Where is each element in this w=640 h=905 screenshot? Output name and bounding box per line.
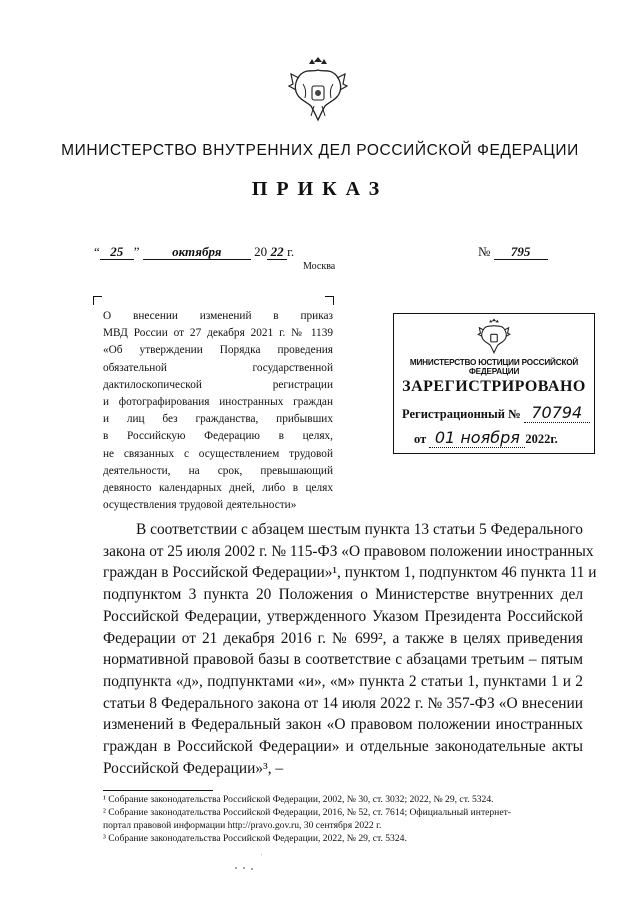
body-line: изменений в Федеральный закон «О правовом положении иностранных <box>103 716 583 734</box>
footnote: ³ Собрание законодательства Российской Федерации, 2022, № 29, ст. 5324. <box>103 833 407 844</box>
stamp-ministry: МИНИСТЕРСТВО ЮСТИЦИИ РОССИЙСКОЙ ФЕДЕРАЦИИ <box>409 358 579 376</box>
footnote: портал правовой информации http://pravo.gov.ru, 30 сентября 2022 г. <box>103 820 382 831</box>
subject-line: не связанных с осуществлением трудовой <box>103 447 333 460</box>
footnote: ² Собрание законодательства Российской Федерации, 2016, № 52, ст. 7614; Официальный интернет- <box>103 807 511 818</box>
date-close-quote: ” <box>133 244 140 259</box>
footnotes <box>103 793 588 845</box>
stamp-emblem-icon <box>477 318 511 356</box>
order-date <box>94 244 294 260</box>
number-label: № <box>478 244 491 259</box>
body-line: Российской Федерации, утвержденного Указом Президента Российской <box>103 607 583 625</box>
date-year-prefix: 20 <box>254 244 268 259</box>
registration-stamp <box>393 313 595 454</box>
body-line: статьи 8 Федерального закона от 14 июля 2022 г. № 357-ФЗ «О внесении <box>103 694 583 712</box>
footnote-divider <box>103 790 213 791</box>
body-line: подпункта «д», подпунктами «и», «м» пункта 2 статьи 1, пунктами 1 и 2 <box>103 672 583 690</box>
body-line: закона от 25 июля 2002 г. № 115-ФЗ «О правовом положении иностранных <box>103 542 594 560</box>
body-line: подпунктом 3 пункта 20 Положения о Министерстве внутренних дел <box>103 586 583 604</box>
reg-date-year: 2022г. <box>525 432 558 446</box>
reg-number-label: Регистрационный № <box>402 407 521 421</box>
subject-line: деятельности, на срок, превышающий <box>103 464 333 477</box>
preamble-text <box>103 519 597 779</box>
order-number <box>478 244 548 260</box>
reg-date-label: от <box>414 432 427 446</box>
subject-bracket-left <box>93 296 102 305</box>
body-line: граждан в Российской Федерации» и отдельные законодательные акты <box>103 738 583 756</box>
reg-number-value: 70794 <box>524 403 590 423</box>
body-line: Федерации от 21 декабря 2016 г. № 699², а также в целях приведения <box>103 629 583 647</box>
subject-line: девяносто календарных дней, либо в целях <box>103 482 333 495</box>
date-day: 25 <box>100 245 134 260</box>
date-year-suffix: г. <box>287 244 295 259</box>
stamp-status: ЗАРЕГИСТРИРОВАНО <box>402 378 586 395</box>
date-year: 22 <box>267 245 287 260</box>
subject-line: дактилоскопической регистрации <box>103 378 333 391</box>
body-line: нормативной правовой базы в соответствие с абзацами третьим – пятым <box>103 651 583 669</box>
reg-date-value: 01 ноября <box>429 428 525 448</box>
scan-marks <box>232 852 262 872</box>
stamp-registration-number <box>402 403 590 423</box>
body-line: В соответствии с абзацем шестым пункта 13 статьи 5 Федерального <box>136 521 583 538</box>
subject-line: МВД России от 27 декабря 2021 г. № 1139 <box>103 327 333 340</box>
subject-line: в Российскую Федерацию в целях, <box>103 430 333 443</box>
date-month: октября <box>143 245 251 260</box>
subject-line: и лиц без гражданства, прибывших <box>103 413 333 426</box>
body-line: Российской Федерации»³, – <box>103 759 284 777</box>
subject-line: обязательной государственной <box>103 361 333 374</box>
number-value: 795 <box>494 245 548 260</box>
subject-line: О внесении изменений в приказ <box>103 310 333 322</box>
coat-of-arms-emblem <box>287 56 349 126</box>
subject-line: «Об утверждении Порядка проведения <box>103 344 333 357</box>
ministry-heading: МИНИСТЕРСТВО ВНУТРЕННИХ ДЕЛ РОССИЙСКОЙ ФЕДЕРАЦИИ <box>61 142 579 159</box>
document-type-title: ПРИКАЗ <box>251 178 389 200</box>
subject-line: осуществления трудовой деятельности» <box>103 499 297 512</box>
body-line: граждан в Российской Федерации»¹, пунктом 1, подпунктом 46 пункта 11 и <box>103 564 597 582</box>
order-subject <box>103 308 333 514</box>
stamp-registration-date <box>414 428 558 448</box>
footnote: ¹ Собрание законодательства Российской Федерации, 2002, № 30, ст. 3032; 2022, № 29, ст. 5324. <box>103 794 494 805</box>
subject-bracket-right <box>325 296 334 305</box>
subject-line: и фотографирования иностранных граждан <box>103 396 333 409</box>
city-name: Москва <box>303 261 336 272</box>
date-open-quote: “ <box>94 244 100 259</box>
